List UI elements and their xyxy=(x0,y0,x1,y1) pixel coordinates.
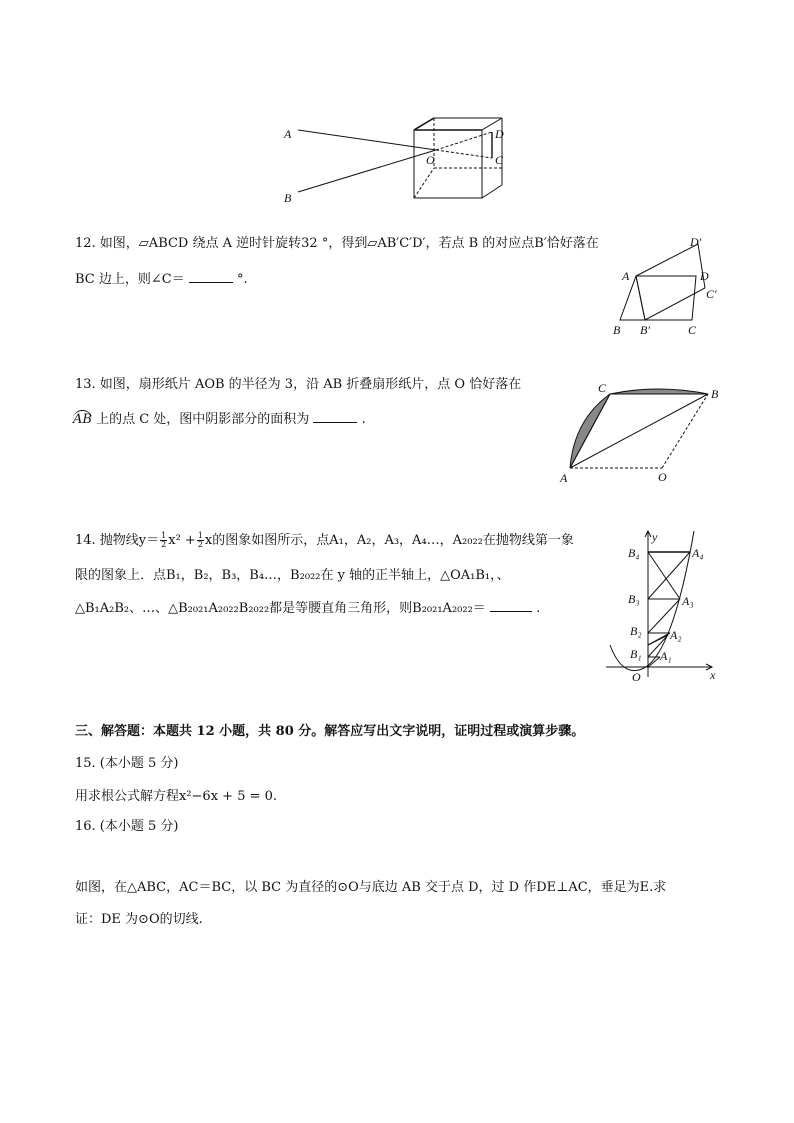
cube-label-o: O xyxy=(426,153,435,167)
q14-line2: 限的图象上．点B₁，B₂，B₃，B₄…，B₂₀₂₂在 y 轴的正半轴上，△OA₁B₁，、 xyxy=(75,568,510,583)
q13-label-b: B xyxy=(711,387,719,401)
q14-line1-a: 14. 抛物线y＝ xyxy=(75,533,160,548)
q14-label-a3: A₃ xyxy=(682,594,694,608)
q14-label-a4: A₄ xyxy=(692,546,704,560)
q12-label-d: D xyxy=(700,269,709,283)
cube-label-c: C xyxy=(495,153,504,167)
q14-label-b4: B₄ xyxy=(628,546,640,560)
q12-line2 xyxy=(75,270,248,288)
cube-label-a: A xyxy=(284,127,292,141)
q13-line2-end: . xyxy=(361,412,366,427)
q14-label-b3: B₃ xyxy=(628,592,640,606)
q14-line3-text: △B₁A₂B₂、…、△B₂₀₂₁A₂₀₂₂B₂₀₂₂都是等腰直角三角形，则B₂₀₂₁A₂₀₂₂＝ xyxy=(75,601,486,616)
q15-header: 15. (本小题 5 分) xyxy=(75,756,179,771)
cube-label-d: D xyxy=(495,127,504,141)
q13-sector-figure xyxy=(558,380,728,485)
q14-label-y: y xyxy=(652,530,658,544)
q12-line2-text: BC 边上，则∠C＝ xyxy=(75,272,185,287)
q12-answer-blank[interactable] xyxy=(189,270,233,283)
cube-figure xyxy=(280,122,520,212)
q16-line2: 证：DE 为⊙O的切线. xyxy=(75,912,203,927)
q16-line1: 如图，在△ABC，AC＝BC，以 BC 为直径的⊙O与底边 AB 交于点 D，过 D 作DE⊥AC，垂足为E.求 xyxy=(75,880,667,895)
cube-label-b: B xyxy=(284,191,292,205)
q14-label-a1: A₁ xyxy=(660,649,672,663)
q12-label-a: A xyxy=(622,269,630,283)
q13-label-c: C xyxy=(598,381,607,395)
q15-body: 用求根公式解方程x²−6x + 5 = 0. xyxy=(75,789,278,804)
q14-line1-b: x² + xyxy=(168,533,196,548)
q12-label-b: B xyxy=(613,323,621,337)
q12-label-bp: B′ xyxy=(640,323,650,337)
q14-line1 xyxy=(75,532,574,549)
q14-frac-2: $\frac{1}{2}$ xyxy=(197,531,203,549)
q14-label-b2: B₂ xyxy=(630,624,642,638)
q14-label-o: O xyxy=(632,670,641,684)
q14-frac-1: $\frac{1}{2}$ xyxy=(161,531,167,549)
section3-title: 三、解答题：本题共 12 小题，共 80 分。解答应写出文字说明，证明过程或演算步骤。 xyxy=(75,724,585,739)
q13-label-a: A xyxy=(560,471,568,485)
q13-label-o: O xyxy=(658,470,667,484)
q16-header: 16. (本小题 5 分) xyxy=(75,819,179,834)
q14-label-x: x xyxy=(710,668,716,682)
q12-parallelogram-figure xyxy=(608,234,728,344)
q13-line2 xyxy=(73,410,366,428)
q13-arc-ab: AB xyxy=(73,412,92,427)
q14-label-a2: A₂ xyxy=(670,628,682,642)
q12-label-c: C xyxy=(688,323,697,337)
q13-line2-text: 上的点 C 处，图中阴影部分的面积为 xyxy=(96,412,310,427)
q12-label-cp: C′ xyxy=(706,287,717,301)
q12-line2-degree: °. xyxy=(237,272,248,287)
q14-line3 xyxy=(75,599,540,617)
q12-label-dp: D′ xyxy=(690,235,702,249)
q14-label-b1: B₁ xyxy=(630,647,642,661)
q14-line3-end: . xyxy=(536,601,541,616)
q14-line1-c: x的图象如图所示，点A₁，A₂，A₃，A₄…，A₂₀₂₂在抛物线第一象 xyxy=(204,533,574,548)
q12-line1: 12. 如图，▱ABCD 绕点 A 逆时针旋转32 °，得到▱AB′C′D′，若点 B 的对应点B′恰好落在 xyxy=(75,236,599,251)
q14-parabola-figure xyxy=(602,527,727,687)
q14-answer-blank[interactable] xyxy=(490,599,532,612)
q13-answer-blank[interactable] xyxy=(313,410,357,423)
q13-line1: 13. 如图，扇形纸片 AOB 的半径为 3，沿 AB 折叠扇形纸片，点 O 恰好落在 xyxy=(75,377,522,392)
